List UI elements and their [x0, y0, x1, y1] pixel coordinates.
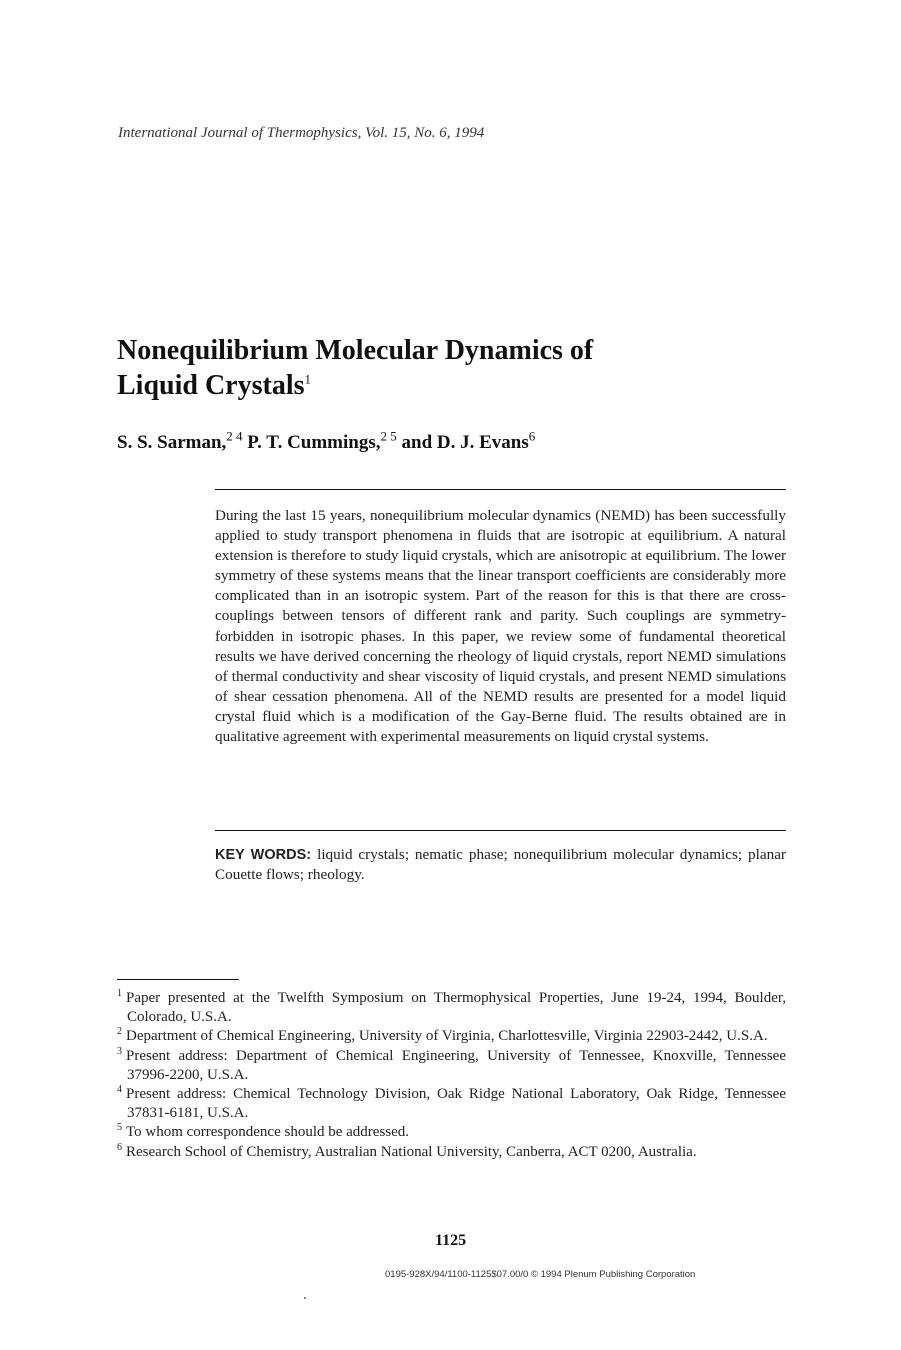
footnote — [117, 1143, 786, 1162]
footnote-mark: 4 — [117, 1084, 122, 1096]
footnote-mark: 1 — [117, 988, 122, 999]
title-footnote-marker: 1 — [304, 371, 311, 387]
footnote-mark: 5 — [117, 1122, 122, 1134]
footnote — [117, 1123, 786, 1142]
author-list — [117, 428, 536, 454]
author-sarman-marks: 2 4 — [226, 428, 243, 444]
footnote-rule — [117, 979, 239, 980]
footnote-mark: 3 — [117, 1045, 122, 1057]
author-cummings-marks: 2 5 — [380, 428, 397, 444]
footnote-text: Research School of Chemistry, Australian National University, Canberra, ACT 0200, Australia. — [126, 1143, 697, 1160]
footnote-mark: 2 — [117, 1026, 122, 1038]
footnote-text: Department of Chemical Engineering, University of Virginia, Charlottesville, Virginia 22903-2442, U.S.A. — [126, 1028, 768, 1045]
author-sarman: S. S. Sarman, — [117, 432, 227, 453]
title-line-2 — [117, 368, 737, 403]
page-number: 1125 — [435, 1232, 467, 1249]
publisher-imprint: 0195-928X/94/1100-1125$07.00/0 © 1994 Plenum Publishing Corporation — [385, 1269, 696, 1280]
scan-speck — [304, 1297, 306, 1299]
footnote-text: Present address: Chemical Technology Division, Oak Ridge National Laboratory, Oak Ridge, Tennessee 37831-6181, U.S.A. — [126, 1086, 786, 1122]
author-evans-marks: 6 — [528, 428, 536, 444]
footnote-text: Present address: Department of Chemical Engineering, University of Tennessee, Knoxville, Tennessee 37996-2200, U.S.A. — [126, 1047, 786, 1083]
footnote — [117, 989, 786, 1027]
abstract-top-rule — [215, 489, 786, 490]
footnote-mark: 6 — [117, 1141, 122, 1153]
keywords-label: KEY WORDS: — [215, 847, 312, 863]
author-evans: D. J. Evans — [436, 432, 529, 453]
footnote-text: To whom correspondence should be addressed. — [126, 1124, 410, 1141]
journal-header: International Journal of Thermophysics, Vol. 15, No. 6, 1994 — [118, 125, 485, 141]
keywords-text: liquid crystals; nematic phase; nonequilibrium molecular dynamics; planar Couette flows; rheology. — [215, 846, 786, 884]
footnote — [117, 1047, 786, 1085]
abstract: During the last 15 years, nonequilibrium molecular dynamics (NEMD) has been successfully applied to study transport phenomena in fluids that are isotropic at equilibrium. A natural extension is therefore to study liquid crystals, which are anisotropic at equilibrium. The lower symmetry of these systems means that the linear transport coefficients are considerably more complicated than in an isotropic system. Part of the reason for this is that there are cross-couplings between tensors of different rank and parity. Such couplings are symmetry-forbidden in isotropic phases. In this paper, we review some of fundamental theoretical results we have derived concerning the rheology of liquid crystals, report NEMD simulations of thermal conductivity and shear viscosity of liquid crystals, and present NEMD simulations of shear cessation phenomena. All of the NEMD results are presented for a model liquid crystal fluid which is a modification of the Gay-Berne fluid. The results obtained are in qualitative agreement with experimental measurements on liquid crystal systems. — [215, 507, 786, 746]
title-line-1: Nonequilibrium Molecular Dynamics of — [117, 335, 594, 366]
footnotes — [117, 989, 786, 1162]
footnote-text: Paper presented at the Twelfth Symposium on Thermophysical Properties, June 19-24, 1994, Boulder, Colorado, U.S.A. — [126, 990, 786, 1026]
author-cummings: P. T. Cummings, — [247, 432, 381, 453]
footnote — [117, 1085, 786, 1123]
keywords — [215, 845, 786, 885]
footnote — [117, 1027, 786, 1046]
title-line-2-text: Liquid Crystals — [117, 370, 305, 401]
abstract-bottom-rule — [215, 830, 786, 831]
article-title — [117, 333, 737, 403]
author-connector: and — [401, 432, 433, 453]
